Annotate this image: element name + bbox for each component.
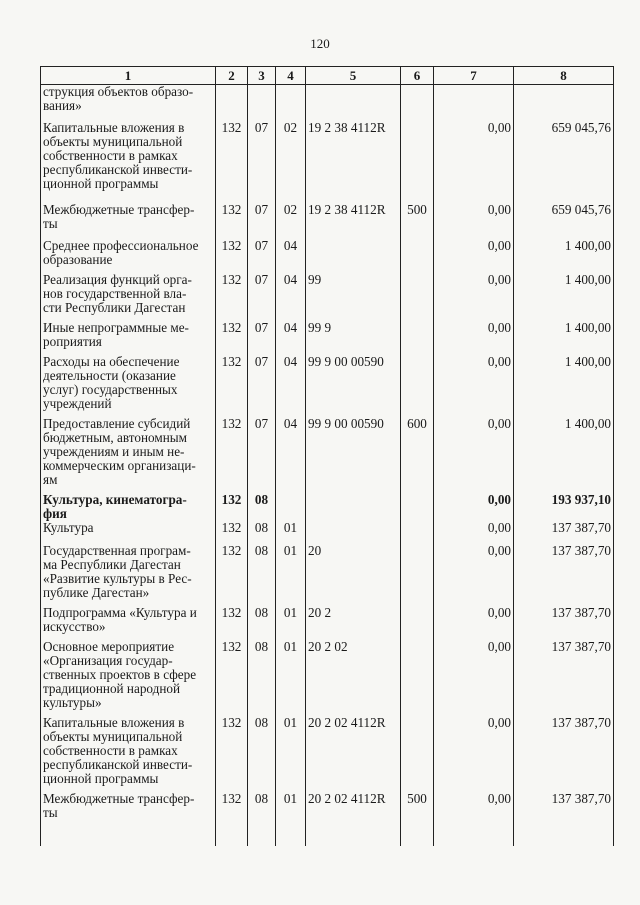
row-amount-1: 0,00 — [434, 321, 514, 355]
row-amount-2: 1 400,00 — [514, 321, 614, 355]
table-row — [41, 716, 614, 792]
row-ministry-code: 132 — [216, 239, 248, 273]
column-header: 8 — [514, 67, 614, 85]
row-section-code: 08 — [248, 716, 276, 792]
row-name: Иные непрограммные ме- роприятия — [41, 321, 216, 355]
row-subsection-code: 04 — [276, 239, 306, 273]
row-expense-type — [401, 493, 434, 521]
table-row — [41, 417, 614, 493]
row-amount-2: 1 400,00 — [514, 273, 614, 321]
row-target-article — [306, 239, 401, 273]
row-subsection-code: 02 — [276, 203, 306, 239]
row-ministry-code: 132 — [216, 521, 248, 544]
row-name: струкция объектов образо- вания» — [41, 85, 216, 121]
column-header: 4 — [276, 67, 306, 85]
row-amount-2: 137 387,70 — [514, 640, 614, 716]
row-amount-2: 137 387,70 — [514, 792, 614, 846]
row-name: Капитальные вложения в объекты муниципальной собственности в рамках республиканской инвести- ционной программы — [41, 121, 216, 203]
row-ministry-code: 132 — [216, 716, 248, 792]
row-expense-type — [401, 239, 434, 273]
row-ministry-code: 132 — [216, 606, 248, 640]
row-section-code: 07 — [248, 239, 276, 273]
row-amount-1: 0,00 — [434, 239, 514, 273]
column-header: 1 — [41, 67, 216, 85]
row-amount-2: 659 045,76 — [514, 203, 614, 239]
row-ministry-code: 132 — [216, 792, 248, 846]
row-amount-1: 0,00 — [434, 273, 514, 321]
row-amount-1 — [434, 85, 514, 121]
row-amount-2: 137 387,70 — [514, 521, 614, 544]
row-expense-type — [401, 716, 434, 792]
header-row — [41, 67, 614, 85]
column-header: 6 — [401, 67, 434, 85]
row-ministry-code: 132 — [216, 640, 248, 716]
table-row — [41, 544, 614, 606]
table-row — [41, 321, 614, 355]
row-expense-type — [401, 640, 434, 716]
row-ministry-code: 132 — [216, 273, 248, 321]
row-section-code: 07 — [248, 203, 276, 239]
row-amount-1: 0,00 — [434, 493, 514, 521]
row-target-article — [306, 85, 401, 121]
row-target-article: 99 9 00 00590 — [306, 355, 401, 417]
row-expense-type — [401, 85, 434, 121]
row-ministry-code: 132 — [216, 203, 248, 239]
row-target-article: 19 2 38 4112R — [306, 203, 401, 239]
row-subsection-code: 04 — [276, 355, 306, 417]
column-header: 7 — [434, 67, 514, 85]
row-target-article: 20 — [306, 544, 401, 606]
row-section-code: 08 — [248, 606, 276, 640]
row-amount-2: 659 045,76 — [514, 121, 614, 203]
row-amount-2: 1 400,00 — [514, 417, 614, 493]
row-section-code: 08 — [248, 521, 276, 544]
column-header: 2 — [216, 67, 248, 85]
row-ministry-code: 132 — [216, 544, 248, 606]
table-row — [41, 493, 614, 521]
row-name: Государственная програм- ма Республики Дагестан «Развитие культуры в Рес- публике Дагестан» — [41, 544, 216, 606]
row-amount-2: 1 400,00 — [514, 239, 614, 273]
row-expense-type — [401, 521, 434, 544]
row-amount-1: 0,00 — [434, 203, 514, 239]
row-ministry-code — [216, 85, 248, 121]
row-expense-type — [401, 273, 434, 321]
row-ministry-code: 132 — [216, 355, 248, 417]
row-amount-2: 137 387,70 — [514, 544, 614, 606]
row-ministry-code: 132 — [216, 321, 248, 355]
row-name: Расходы на обеспечение деятельности (оказание услуг) государственных учреждений — [41, 355, 216, 417]
page-number: 120 — [310, 36, 330, 51]
table-row — [41, 121, 614, 203]
table-row — [41, 640, 614, 716]
row-subsection-code: 02 — [276, 121, 306, 203]
row-name: Культура, кинематогра- фия — [41, 493, 216, 521]
row-expense-type: 600 — [401, 417, 434, 493]
row-section-code: 08 — [248, 640, 276, 716]
row-target-article — [306, 493, 401, 521]
row-expense-type — [401, 121, 434, 203]
row-target-article: 20 2 02 4112R — [306, 792, 401, 846]
row-section-code: 07 — [248, 355, 276, 417]
table-row — [41, 606, 614, 640]
row-subsection-code: 01 — [276, 716, 306, 792]
row-name: Культура — [41, 521, 216, 544]
row-expense-type — [401, 606, 434, 640]
row-section-code: 08 — [248, 792, 276, 846]
row-subsection-code: 04 — [276, 321, 306, 355]
row-amount-1: 0,00 — [434, 716, 514, 792]
row-target-article: 99 9 — [306, 321, 401, 355]
row-section-code: 08 — [248, 493, 276, 521]
row-amount-1: 0,00 — [434, 792, 514, 846]
table-row — [41, 521, 614, 544]
row-target-article: 99 — [306, 273, 401, 321]
row-target-article: 99 9 00 00590 — [306, 417, 401, 493]
row-subsection-code — [276, 493, 306, 521]
row-amount-2: 193 937,10 — [514, 493, 614, 521]
row-section-code: 07 — [248, 321, 276, 355]
row-ministry-code: 132 — [216, 417, 248, 493]
row-amount-2: 1 400,00 — [514, 355, 614, 417]
row-expense-type — [401, 321, 434, 355]
table-row — [41, 355, 614, 417]
row-target-article: 20 2 02 4112R — [306, 716, 401, 792]
row-amount-1: 0,00 — [434, 121, 514, 203]
row-section-code: 07 — [248, 121, 276, 203]
column-header: 3 — [248, 67, 276, 85]
row-expense-type — [401, 544, 434, 606]
row-name: Межбюджетные трансфер- ты — [41, 792, 216, 846]
row-target-article: 20 2 02 — [306, 640, 401, 716]
table-row — [41, 85, 614, 121]
row-subsection-code: 01 — [276, 792, 306, 846]
row-subsection-code: 04 — [276, 273, 306, 321]
row-target-article: 19 2 38 4112R — [306, 121, 401, 203]
row-name: Подпрограмма «Культура и искусство» — [41, 606, 216, 640]
row-section-code: 07 — [248, 273, 276, 321]
row-amount-1: 0,00 — [434, 606, 514, 640]
row-amount-1: 0,00 — [434, 640, 514, 716]
row-name: Среднее профессиональное образование — [41, 239, 216, 273]
row-subsection-code: 01 — [276, 606, 306, 640]
row-target-article: 20 2 — [306, 606, 401, 640]
table-row — [41, 203, 614, 239]
row-name: Капитальные вложения в объекты муниципальной собственности в рамках республиканской инвести- ционной программы — [41, 716, 216, 792]
row-subsection-code: 01 — [276, 544, 306, 606]
budget-table — [40, 66, 614, 846]
row-amount-1: 0,00 — [434, 521, 514, 544]
row-subsection-code: 01 — [276, 521, 306, 544]
row-expense-type — [401, 355, 434, 417]
row-name: Межбюджетные трансфер- ты — [41, 203, 216, 239]
column-header: 5 — [306, 67, 401, 85]
row-name: Предоставление субсидий бюджетным, автономным учреждениям и иным не- коммерческим организаци- ям — [41, 417, 216, 493]
row-section-code: 08 — [248, 544, 276, 606]
row-amount-2 — [514, 85, 614, 121]
row-amount-2: 137 387,70 — [514, 606, 614, 640]
row-subsection-code: 01 — [276, 640, 306, 716]
row-section-code: 07 — [248, 417, 276, 493]
row-target-article — [306, 521, 401, 544]
row-amount-2: 137 387,70 — [514, 716, 614, 792]
row-amount-1: 0,00 — [434, 355, 514, 417]
row-subsection-code — [276, 85, 306, 121]
row-amount-1: 0,00 — [434, 544, 514, 606]
table-row — [41, 792, 614, 846]
table-row — [41, 273, 614, 321]
row-name: Основное мероприятие «Организация государ- ственных проектов в сфере традиционной народной культуры» — [41, 640, 216, 716]
table-row — [41, 239, 614, 273]
row-subsection-code: 04 — [276, 417, 306, 493]
row-amount-1: 0,00 — [434, 417, 514, 493]
row-section-code — [248, 85, 276, 121]
row-expense-type: 500 — [401, 203, 434, 239]
row-ministry-code: 132 — [216, 493, 248, 521]
row-ministry-code: 132 — [216, 121, 248, 203]
row-name: Реализация функций орга- нов государственной вла- сти Республики Дагестан — [41, 273, 216, 321]
row-expense-type: 500 — [401, 792, 434, 846]
